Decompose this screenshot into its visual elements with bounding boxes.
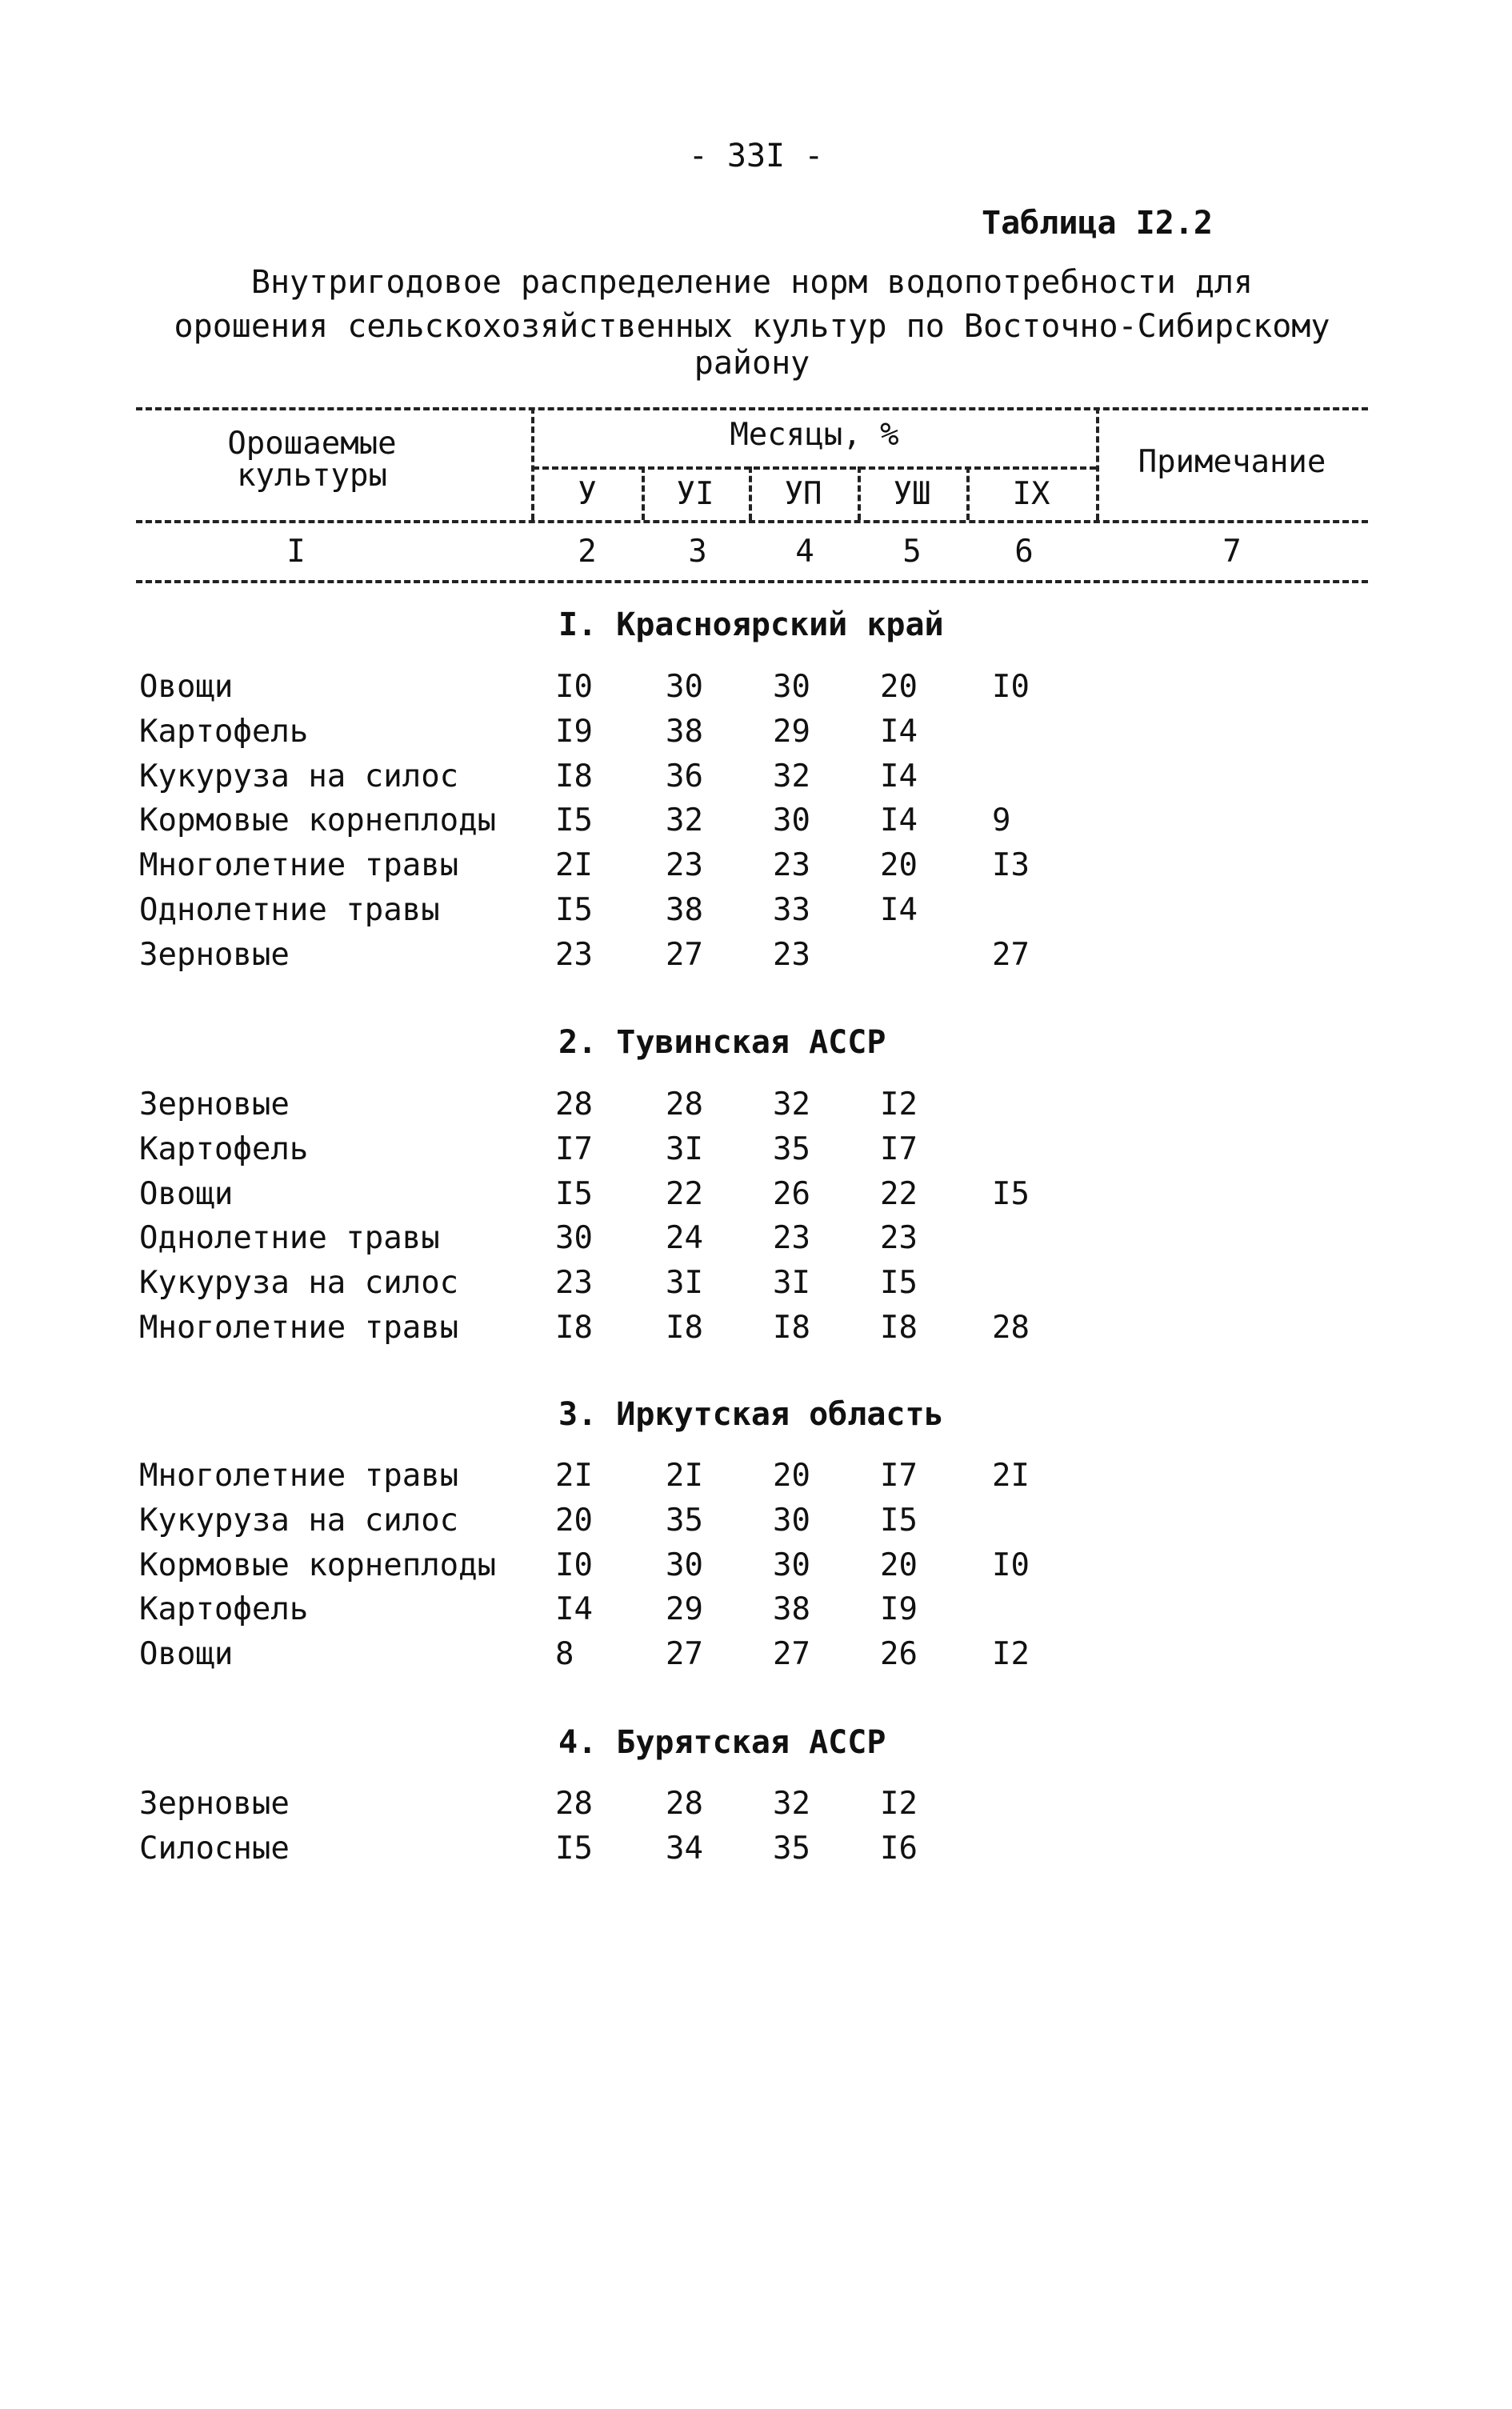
crop-name: Силосные — [139, 1830, 290, 1867]
month-value: 20 — [555, 1502, 593, 1539]
month-value: 9 — [992, 802, 1011, 839]
table-row — [0, 714, 1512, 758]
month-value: 3I — [666, 1130, 703, 1167]
month-value: 36 — [666, 758, 703, 794]
col-number-7: 7 — [1222, 534, 1242, 570]
header-top-rule — [136, 407, 1368, 410]
month-value: I2 — [880, 1086, 918, 1122]
month-value: 23 — [555, 1265, 593, 1302]
month-value: I5 — [555, 892, 593, 928]
month-value: 28 — [555, 1786, 593, 1822]
table-row — [0, 758, 1512, 803]
month-value: 27 — [666, 1636, 703, 1673]
month-value: 24 — [666, 1220, 703, 1257]
table-row — [0, 802, 1512, 847]
col-number-1: I — [286, 534, 306, 570]
month-value: 38 — [666, 713, 703, 750]
month-value: 27 — [666, 936, 703, 973]
col-number-5: 5 — [902, 534, 922, 570]
month-value: I6 — [880, 1830, 918, 1867]
month-value: 28 — [555, 1086, 593, 1122]
table-row — [0, 937, 1512, 982]
table-row — [0, 1786, 1512, 1831]
month-value: 30 — [773, 1502, 810, 1539]
month-value: I0 — [992, 669, 1030, 705]
section-title: 3. Иркутская область — [558, 1396, 944, 1433]
month-value: 20 — [880, 1547, 918, 1583]
table-row — [0, 1458, 1512, 1503]
table-row — [0, 1591, 1512, 1636]
col-number-4: 4 — [795, 534, 814, 570]
month-value: 30 — [773, 669, 810, 705]
month-value: 20 — [773, 1458, 810, 1494]
month-8: УШ — [893, 476, 931, 512]
crop-name: Однолетние травы — [139, 1220, 440, 1257]
table-row — [0, 1310, 1512, 1355]
col-number-3: 3 — [688, 534, 707, 570]
month-value: 28 — [666, 1086, 703, 1122]
crop-name: Зерновые — [139, 1086, 290, 1122]
crop-name: Овощи — [139, 1636, 234, 1673]
month-value: I4 — [880, 758, 918, 794]
table-row — [0, 1265, 1512, 1310]
month-value: I5 — [880, 1502, 918, 1539]
month-value: 32 — [773, 1086, 810, 1122]
month-value: 29 — [773, 713, 810, 750]
crop-name: Зерновые — [139, 936, 290, 973]
month-value: I8 — [773, 1310, 810, 1346]
months-sub-rule — [533, 466, 1096, 470]
header-bottom-rule — [136, 520, 1368, 523]
table-row — [0, 1220, 1512, 1265]
section-title: 4. Бурятская АССР — [558, 1724, 886, 1761]
month-value: 30 — [555, 1220, 593, 1257]
section-title: 2. Тувинская АССР — [558, 1024, 886, 1061]
month-value: 23 — [555, 936, 593, 973]
month-value: 3I — [773, 1265, 810, 1302]
month-value: 23 — [880, 1220, 918, 1257]
month-value: I5 — [555, 1830, 593, 1867]
month-5: У — [578, 476, 597, 512]
month-value: 23 — [773, 936, 810, 973]
crop-name: Многолетние травы — [139, 847, 459, 884]
month-value: I8 — [555, 758, 593, 794]
month-value: 2I — [666, 1458, 703, 1494]
month-value: 23 — [666, 847, 703, 884]
crop-name: Кормовые корнеплоды — [139, 802, 497, 839]
month-value: I4 — [880, 892, 918, 928]
crop-name: Овощи — [139, 1175, 234, 1212]
month-value: I0 — [992, 1547, 1030, 1583]
month-value: 27 — [992, 936, 1030, 973]
crop-name: Картофель — [139, 713, 309, 750]
crop-name: Зерновые — [139, 1786, 290, 1822]
col-number-2: 2 — [578, 534, 597, 570]
crop-name: Картофель — [139, 1591, 309, 1628]
month-value: I7 — [880, 1458, 918, 1494]
month-value: I7 — [555, 1130, 593, 1167]
month-value: I8 — [666, 1310, 703, 1346]
table-row — [0, 1176, 1512, 1221]
month-value: 28 — [992, 1310, 1030, 1346]
month-value: I5 — [555, 802, 593, 839]
crop-name: Кукуруза на силос — [139, 1502, 459, 1539]
month-value: 35 — [666, 1502, 703, 1539]
crop-name: Картофель — [139, 1130, 309, 1167]
month-value: 30 — [666, 669, 703, 705]
month-value: 2I — [992, 1458, 1030, 1494]
crop-name: Кормовые корнеплоды — [139, 1547, 497, 1583]
month-value: 35 — [773, 1130, 810, 1167]
month-value: I4 — [555, 1591, 593, 1628]
table-row — [0, 892, 1512, 937]
table-label: Таблица I2.2 — [982, 205, 1213, 242]
month-value: 20 — [880, 847, 918, 884]
crop-name: Однолетние травы — [139, 892, 440, 928]
month-value: 22 — [666, 1175, 703, 1212]
month-value: I8 — [880, 1310, 918, 1346]
crop-name: Кукуруза на силос — [139, 1265, 459, 1302]
table-row — [0, 669, 1512, 714]
month-value: 32 — [666, 802, 703, 839]
table-title-line-2: орошения сельскохозяйственных культур по Восточно-Сибирскому району — [174, 308, 1330, 382]
month-6: УI — [676, 476, 714, 512]
month-value: 22 — [880, 1175, 918, 1212]
table-row — [0, 1503, 1512, 1547]
crop-column-header: Орошаемые культуры — [227, 426, 397, 494]
month-value: 33 — [773, 892, 810, 928]
col-number-6: 6 — [1014, 534, 1034, 570]
month-value: 26 — [880, 1636, 918, 1673]
month-value: 34 — [666, 1830, 703, 1867]
table-row — [0, 847, 1512, 892]
month-value: 35 — [773, 1830, 810, 1867]
month-value: I7 — [880, 1130, 918, 1167]
table-row — [0, 1831, 1512, 1875]
month-value: 32 — [773, 758, 810, 794]
month-value: I0 — [555, 669, 593, 705]
month-value: I5 — [992, 1175, 1030, 1212]
month-value: 28 — [666, 1786, 703, 1822]
month-value: I3 — [992, 847, 1030, 884]
note-column-header: Примечание — [1138, 444, 1326, 480]
month-value: 2I — [555, 847, 593, 884]
month-9: IX — [1012, 476, 1050, 512]
month-value: I9 — [880, 1591, 918, 1628]
month-value: I0 — [555, 1547, 593, 1583]
numbers-bottom-rule — [136, 580, 1368, 583]
month-value: 8 — [555, 1636, 574, 1673]
month-value: 38 — [773, 1591, 810, 1628]
month-value: 30 — [666, 1547, 703, 1583]
month-value: I4 — [880, 802, 918, 839]
table-title-line-1: Внутригодовое распределение норм водопотребности для — [250, 264, 1254, 301]
months-header: Месяцы, % — [730, 417, 899, 453]
crop-name: Кукуруза на силос — [139, 758, 459, 794]
month-value: I5 — [555, 1175, 593, 1212]
table-row — [0, 1086, 1512, 1131]
crop-name: Многолетние травы — [139, 1310, 459, 1346]
month-value: I2 — [880, 1786, 918, 1822]
month-value: 23 — [773, 847, 810, 884]
month-value: 26 — [773, 1175, 810, 1212]
table-header — [136, 396, 1368, 584]
month-value: I8 — [555, 1310, 593, 1346]
month-value: 2I — [555, 1458, 593, 1494]
table-row — [0, 1547, 1512, 1592]
crop-name: Овощи — [139, 669, 234, 705]
table-row — [0, 1636, 1512, 1681]
month-value: I2 — [992, 1636, 1030, 1673]
month-value: I4 — [880, 713, 918, 750]
month-value: 29 — [666, 1591, 703, 1628]
page-number: - 33I - — [688, 138, 824, 174]
month-value: I9 — [555, 713, 593, 750]
month-value: 3I — [666, 1265, 703, 1302]
month-7: УП — [784, 476, 822, 512]
month-value: 30 — [773, 802, 810, 839]
month-value: 23 — [773, 1220, 810, 1257]
section-title: I. Красноярский край — [558, 606, 944, 643]
month-value: 32 — [773, 1786, 810, 1822]
month-value: 27 — [773, 1636, 810, 1673]
crop-name: Многолетние травы — [139, 1458, 459, 1494]
table-row — [0, 1131, 1512, 1176]
month-value: 38 — [666, 892, 703, 928]
month-value: I5 — [880, 1265, 918, 1302]
month-value: 30 — [773, 1547, 810, 1583]
month-value: 20 — [880, 669, 918, 705]
